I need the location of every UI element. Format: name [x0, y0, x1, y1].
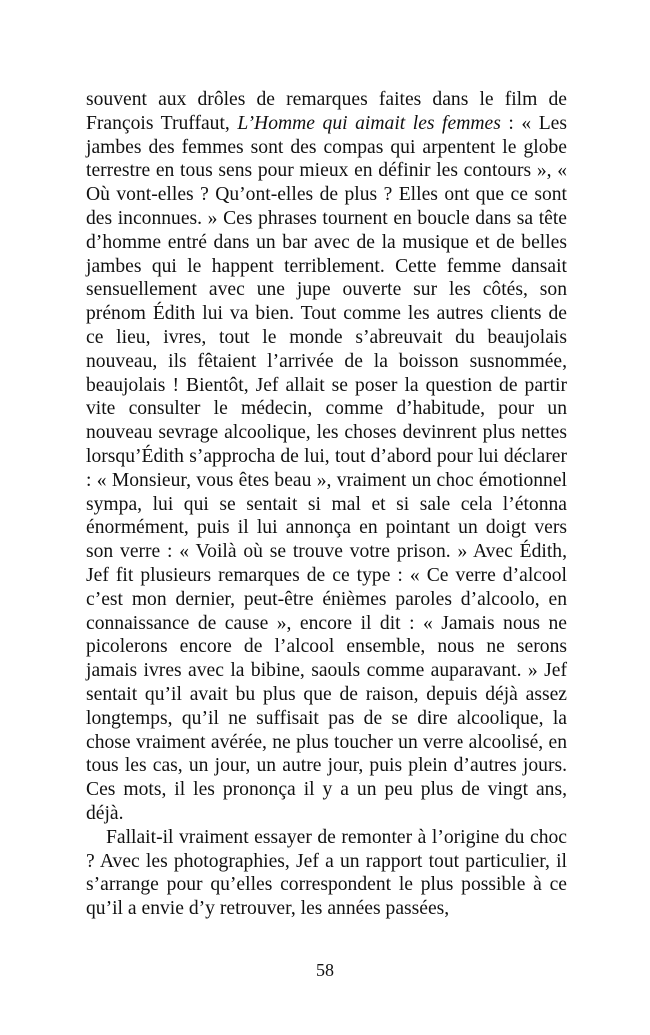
paragraph-1 [86, 88, 567, 826]
paragraph-2: Fallait-il vraiment essayer de remonter à l’origine du choc ? Avec les photographies, Jef a un rapport tout particulier, il s’arrange pour qu’elles correspondent le plus possible à ce qu’il a envie d’y retrouver, les années passées, [86, 826, 567, 920]
page-number: 58 [316, 960, 334, 980]
film-title: L’Homme qui aimait les femmes [237, 112, 501, 134]
paragraph-1-text-after: : « Les jambes des femmes sont des compas qui arpentent le globe terrestre en tous sens pour mieux en définir les contours », « Où vont-elles ? Qu’ont-elles de plus ? Elles ont que ce sont des inconnues. » Ces phrases tournent en boucle dans sa tête d’homme entré dans un bar avec de la musique et de belles jambes qui le happent terriblement. Cette femme dansait sensuellement avec une jupe ouverte sur les côtés, son prénom Édith lui va bien. Tout comme les autres clients de ce lieu, ivres, tout le monde s’abreuvait du beaujolais nouveau, ils fêtaient l’arrivée de la boisson susnommée, beaujolais ! Bientôt, Jef allait se poser la question de partir vite consulter le médecin, comme d’habitude, pour un nouveau sevrage alcoolique, les choses devinrent plus nettes lorsqu’Édith s’approcha de lui, tout d’abord pour lui déclarer : « Monsieur, vous êtes beau », vraiment un choc émotionnel sympa, lui qui se sentait si mal et si sale cela l’étonna énormément, puis il lui annonça en pointant un doigt vers son verre : « Voilà où se trouve votre prison. » Avec Édith, Jef fit plusieurs remarques de ce type : « Ce verre d’alcool c’est mon dernier, peut-être énièmes paroles d’alcoolo, en connaissance de cause », encore il dit : « Jamais nous ne picolerons encore de l’alcool ensemble, nous ne serons jamais ivres avec la bibine, saouls comme auparavant. » Jef sentait qu’il avait bu plus que de raison, depuis déjà assez longtemps, qu’il ne suffisait pas de se dire alcoolique, la chose vraiment avérée, ne plus toucher un verre alcoolisé, en tous les cas, un jour, un autre jour, puis plein d’autres jours. Ces mots, il les prononça il y a un peu plus de vingt ans, déjà. [86, 112, 567, 824]
paragraph-1-text-before: souvent aux drôles de remarques faites dans le film de François Truffaut, [86, 89, 567, 134]
page-body [86, 88, 567, 921]
